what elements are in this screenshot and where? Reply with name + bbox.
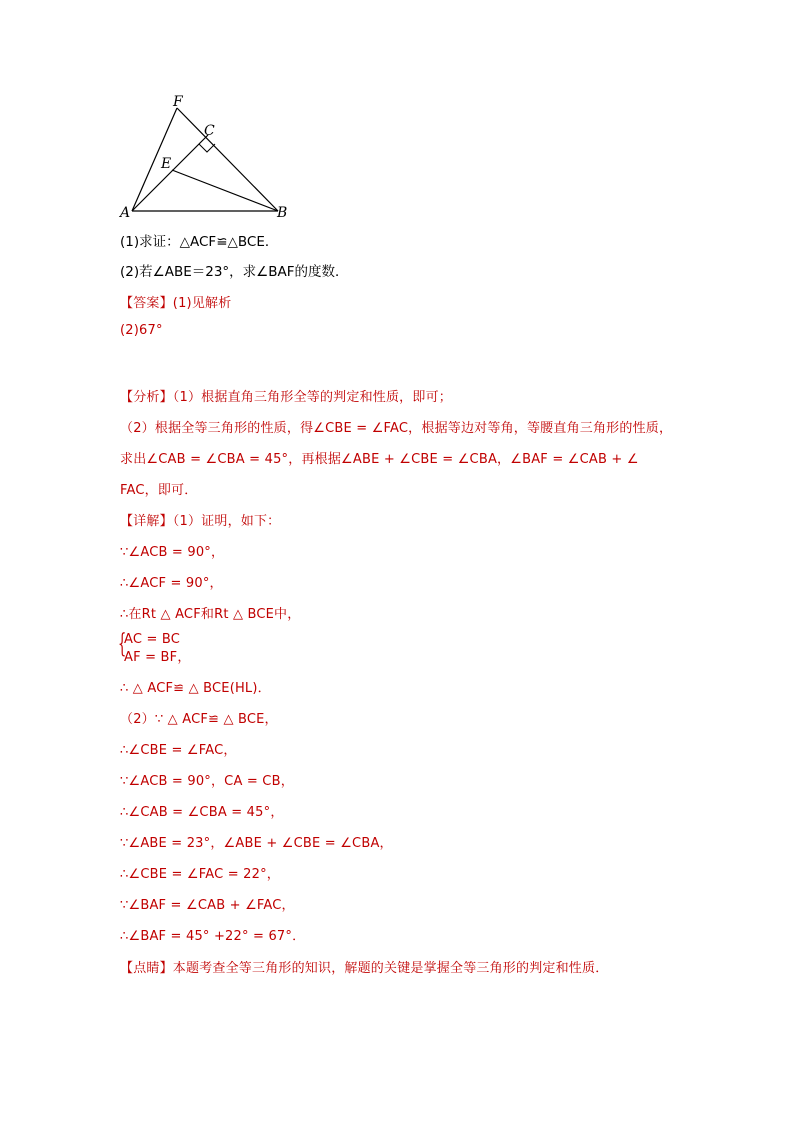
system-line-1: AC = BC	[124, 632, 181, 647]
analysis-line-2: （2）根据全等三角形的性质，得∠CBE = ∠FAC，根据等边对等角，等腰直角三角形的性质，	[120, 421, 673, 436]
label-e: E	[161, 156, 172, 172]
triangle-diagram	[110, 90, 300, 225]
detail-line-13: ∴∠CBE = ∠FAC = 22°，	[120, 867, 280, 882]
detail-line-7: ∴ △ ACF≌ △ BCE(HL)．	[120, 681, 271, 696]
label-a: A	[120, 205, 131, 221]
detail-line-12: ∵∠ABE = 23°，∠ABE + ∠CBE = ∠CBA，	[120, 836, 393, 851]
answer-line-2: (2)67°	[120, 323, 163, 338]
system-brace: {	[118, 629, 127, 659]
label-b: B	[277, 205, 288, 221]
detail-line-10: ∵∠ACB = 90°，CA = CB，	[120, 774, 294, 789]
segment-ac	[132, 135, 208, 211]
label-f: F	[173, 94, 183, 110]
system-line-2: AF = BF，	[124, 650, 191, 665]
label-c: C	[204, 123, 215, 139]
analysis-line-3: 求出∠CAB = ∠CBA = 45°，再根据∠ABE + ∠CBE = ∠CBA，∠BAF = ∠CAB + ∠	[120, 452, 639, 467]
analysis-line-1: 【分析】（1）根据直角三角形全等的判定和性质，即可；	[120, 390, 452, 405]
detail-line-9: ∴∠CBE = ∠FAC，	[120, 743, 237, 758]
geometry-figure	[110, 90, 300, 225]
detail-line-3: ∴∠ACF = 90°，	[120, 576, 223, 591]
detail-line-8: （2）∵ △ ACF≌ △ BCE，	[120, 712, 278, 727]
detail-line-14: ∵∠BAF = ∠CAB + ∠FAC，	[120, 898, 295, 913]
detail-line-15: ∴∠BAF = 45° +22° = 67°．	[120, 929, 306, 944]
question-2: (2)若∠ABE＝23°，求∠BAF的度数．	[120, 264, 349, 280]
analysis-line-4: FAC，即可．	[120, 483, 198, 498]
detail-line-11: ∴∠CAB = ∠CBA = 45°，	[120, 805, 284, 820]
segment-eb	[172, 170, 278, 211]
detail-line-4: ∴在Rt △ ACF和Rt △ BCE中，	[120, 607, 301, 622]
answer-line-1: 【答案】(1)见解析	[120, 296, 232, 311]
detail-line-1: 【详解】（1）证明，如下：	[120, 514, 281, 529]
detail-line-2: ∵∠ACB = 90°，	[120, 545, 225, 560]
right-angle-mark	[199, 144, 215, 152]
segment-fb	[177, 108, 278, 211]
question-1: (1)求证：△ACF≌△BCE．	[120, 234, 279, 250]
comment-line: 【点睛】本题考查全等三角形的知识，解题的关键是掌握全等三角形的判定和性质．	[120, 961, 609, 976]
